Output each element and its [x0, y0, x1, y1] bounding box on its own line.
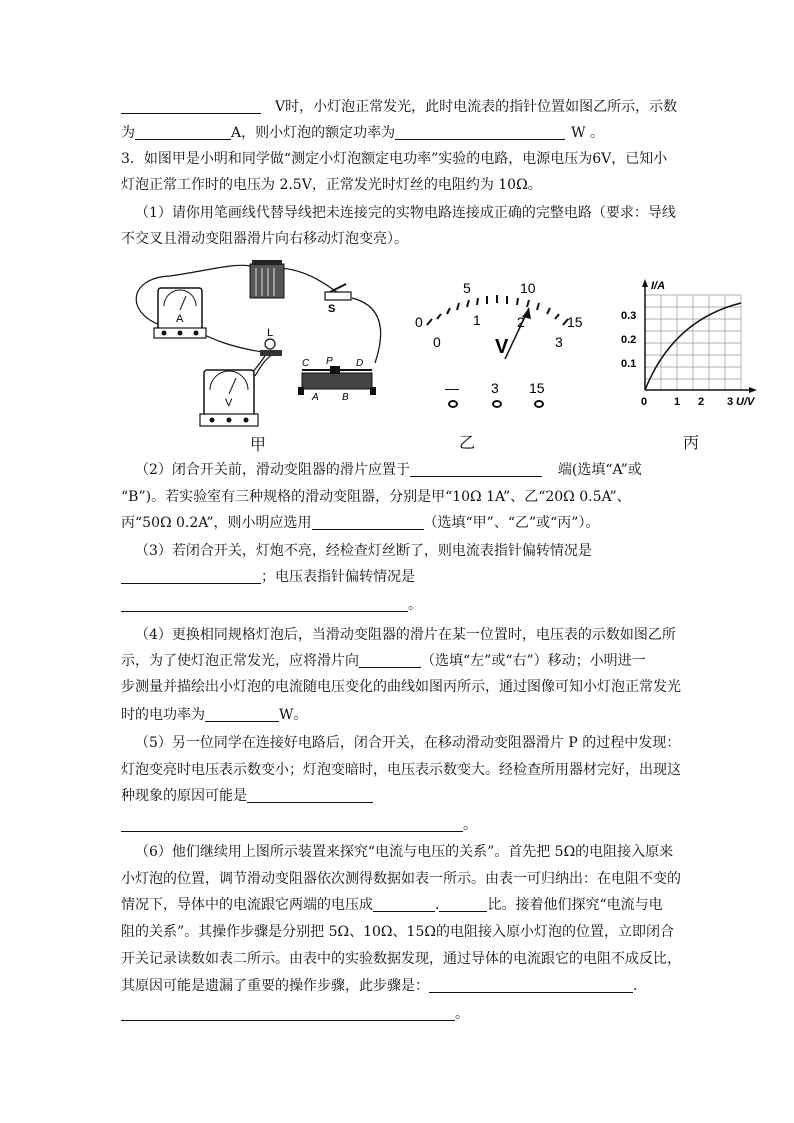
question-3-line-2: 灯泡正常工作时的电压为 2.5V，正常发光时灯丝的电阻约为 10Ω。 [121, 177, 542, 193]
lamp-label: L [267, 327, 274, 339]
outer-tick-15: 15 [567, 314, 583, 330]
q3-part6-line-5: 开关记录读数如表二所示。由表中的实验数据发现，通过导体的电流跟它的电阻不成反比， [121, 951, 681, 967]
y-tick-0.3: 0.3 [621, 310, 637, 322]
svg-text:B: B [342, 392, 349, 403]
blank-voltmeter-deflection[interactable] [121, 596, 408, 612]
voltmeter-label: V [225, 397, 233, 409]
q3-part5-line-3: 种现象的原因可能是 [121, 786, 373, 806]
lamp-icon [260, 327, 282, 356]
line-2: 为 A，则小灯泡的额定功率为 W 。 [121, 125, 604, 141]
voltmeter-icon [200, 370, 258, 426]
terminal-15: 15 [529, 380, 545, 396]
battery-icon [250, 260, 284, 298]
blank-voltage[interactable] [121, 98, 261, 114]
blank-rated-power[interactable] [395, 124, 565, 140]
blank-reason-continued[interactable] [121, 816, 463, 832]
q3-part1-line-1: （1）请你用笔画线代替导线把未连接完的实物电路连接成正确的完整电路（要求：导线 [135, 205, 676, 221]
q3-part6-line-4: 阻的关系”。其操作步骤是分别把 5Ω、10Ω、15Ω的电阻接入原小灯泡的位置，立即闭合 [121, 924, 674, 940]
ammeter-label: A [176, 313, 184, 325]
figure-bing-iu-graph [615, 275, 765, 410]
q3-part5-line-1: （5）另一位同学在连接好电路后，闭合开关，在移动滑动变阻器滑片 P 的过程中发现： [135, 735, 681, 751]
q3-part5-line-2: 灯泡变亮时电压表示数变小；灯泡变暗时，电压表示数变大。经检查所用器材完好，出现这 [121, 762, 681, 778]
x-tick-3: 3 [727, 396, 734, 408]
figure-jia-circuit [130, 258, 390, 443]
switch-icon [325, 284, 351, 315]
line-1: V时，小灯泡正常发光，此时电流表的指针位置如图乙所示，示数 [0, 97, 677, 117]
terminal-3: 3 [491, 380, 499, 396]
q3-part6-line-6: 其原因可能是遗漏了重要的操作步骤，此步骤是： . [121, 978, 638, 994]
q3-part4-line-1: （4）更换相同规格灯泡后，当滑动变阻器的滑片在某一位置时，电压表的示数如图乙所 [135, 627, 676, 643]
blank-rheostat-choice[interactable] [312, 514, 424, 530]
svg-text:C: C [302, 358, 310, 369]
switch-label: S [328, 303, 336, 315]
x-tick-0: 0 [641, 396, 648, 408]
q3-part2-line-3: 丙“50Ω 0.2A”，则小明应选用 （选填“甲”、“乙”或“丙”）。 [121, 515, 600, 531]
x-axis-label: U/V [736, 396, 755, 408]
rheostat-icon [298, 356, 376, 403]
ammeter-icon [154, 288, 206, 338]
outer-tick-0: 0 [415, 314, 423, 330]
outer-tick-10: 10 [520, 280, 536, 296]
q3-part6-line-2: 小灯泡的位置，调节滑动变阻器依次测得数据如表一所示。由表一可归纳出：在电阻不变的 [121, 871, 681, 887]
blank-proportion-1[interactable] [373, 896, 435, 912]
q3-part2-line-1: （2）闭合开关前，滑动变阻器的滑片应置于 端(选填“A”或 [135, 462, 642, 478]
q3-part6-line-7: 。 [121, 1004, 469, 1024]
q3-part4-line-3: 步测量并描绘出小灯泡的电流随电压变化的曲线如图丙所示，通过图像可知小灯泡正常发光 [121, 679, 681, 695]
q3-part3-line-3: 。 [121, 595, 422, 615]
blank-proportion-2[interactable] [439, 896, 487, 912]
blank-ammeter-deflection[interactable] [121, 568, 261, 584]
q3-part6-line-3: 情况下，导体中的电流跟它两端的电压成 . 比。接着他们探究“电流与电 [121, 897, 663, 913]
blank-power[interactable] [205, 706, 279, 722]
q3-part4-line-4: 时的电功率为 W。 [121, 707, 308, 723]
q3-part5-line-4: 。 [121, 815, 477, 835]
caption-jia: 甲 [250, 435, 267, 454]
terminal-minus: — [445, 380, 459, 396]
outer-tick-5: 5 [463, 280, 471, 296]
question-3-line-1: 3．如图甲是小明和同学做“测定小灯泡额定电功率”实验的电路，电源电压为6V，已知小 [121, 151, 668, 167]
graph-grid [645, 295, 741, 390]
y-tick-0.2: 0.2 [621, 334, 637, 346]
blank-missing-step[interactable] [429, 977, 633, 993]
x-tick-1: 1 [674, 396, 681, 408]
svg-text:A: A [312, 392, 319, 403]
inner-tick-0: 0 [433, 334, 441, 350]
q3-part1-line-2: 不交叉且滑动变阻器滑片向右移动灯泡变亮）。 [121, 231, 408, 247]
blank-reason[interactable] [247, 787, 373, 803]
svg-text:P: P [326, 356, 333, 367]
x-tick-2: 2 [698, 396, 705, 408]
caption-yi: 乙 [459, 433, 476, 452]
blank-current[interactable] [135, 124, 231, 140]
caption-bing: 丙 [683, 433, 700, 452]
q3-part6-line-1: （6）他们继续用上图所示装置来探究“电流与电压的关系”。首先把 5Ω的电阻接入原来 [135, 844, 674, 860]
unit-label: V [495, 336, 509, 358]
q3-part3-line-2: ；电压表指针偏转情况是 [121, 567, 415, 587]
svg-text:D: D [356, 358, 364, 369]
blank-slider-position[interactable] [410, 461, 542, 477]
inner-tick-1: 1 [473, 312, 481, 328]
blank-missing-step-continued[interactable] [121, 1005, 455, 1021]
q3-part2-line-2: “B”)。若实验室有三种规格的滑动变阻器，分别是甲“10Ω 1A”、乙“20Ω 0.5A”、 [121, 489, 631, 505]
inner-tick-2: 2 [517, 314, 525, 330]
y-axis-label: I/A [651, 280, 666, 292]
q3-part3-line-1: （3）若闭合开关，灯炮不亮，经检查灯丝断了，则电流表指针偏转情况是 [135, 543, 592, 559]
figure-yi-voltmeter-scale [405, 275, 590, 410]
inner-tick-3: 3 [555, 334, 563, 350]
blank-slider-direction[interactable] [359, 652, 421, 668]
y-tick-0.1: 0.1 [621, 358, 637, 370]
q3-part4-line-2: 示，为了使灯泡正常发光，应将滑片向 （选填“左”或“右”）移动；小明进一 [121, 653, 646, 669]
scale-ticks [427, 295, 568, 325]
